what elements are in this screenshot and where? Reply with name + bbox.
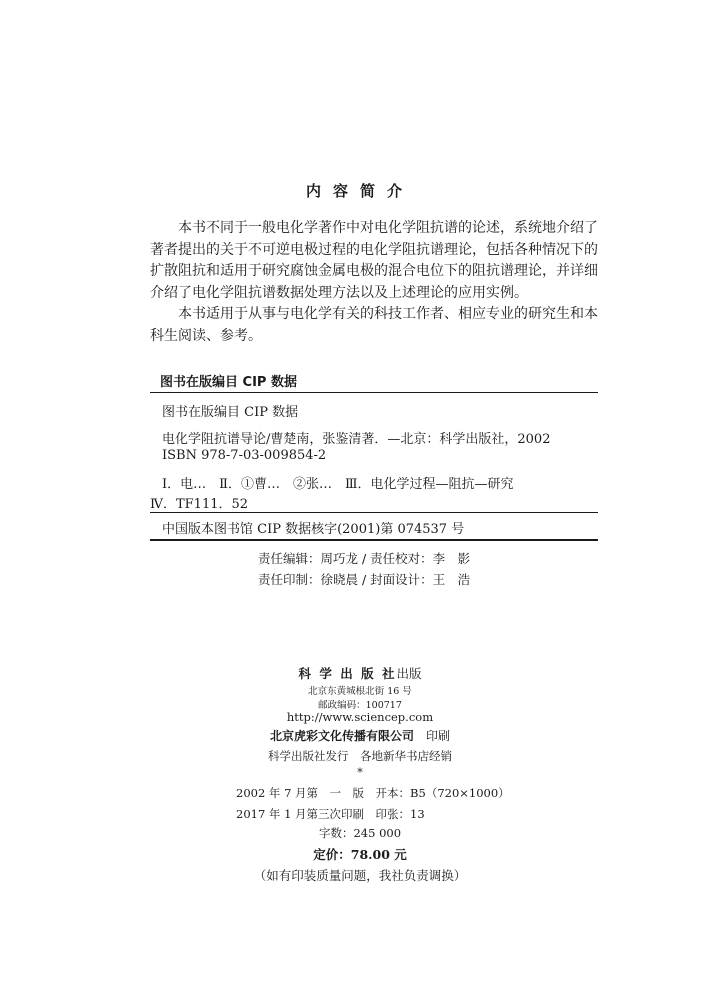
publisher-name — [0, 664, 720, 682]
printer-suffix: 印刷 — [426, 729, 451, 743]
publisher-name-suffix: 出版 — [396, 666, 422, 681]
summary-paragraph-1 — [150, 218, 600, 304]
cip-line-1: 图书在版编目 CIP 数据 — [162, 405, 299, 420]
summary-p1-line-2: 著者提出的关于不可逆电极过程的电化学阻抗谱理论，包括各种情况下的 — [150, 241, 598, 258]
quality-notice: （如有印装质量问题，我社负责调换） — [253, 868, 467, 883]
cip-mid-rule — [150, 512, 598, 513]
cip-header: 图书在版编目 CIP 数据 — [160, 375, 297, 390]
editors-line-2: 责任印制：徐晓晨 / 封面设计：王 浩 — [258, 572, 471, 587]
edition-info: 2002 年 7 月第 一 版 开本：B5（720×1000） — [236, 786, 510, 800]
price: 定价：78.00 元 — [313, 847, 407, 862]
cip-line-5: Ⅳ．TF111．52 — [150, 497, 249, 512]
summary-p1-line-3: 扩散阻抗和适用于研究腐蚀金属电极的混合电位下的阻抗谱理论，并详细 — [150, 263, 598, 279]
publisher-name-text: 科 学 出 版 社 — [298, 666, 397, 681]
distribution: 科学出版社发行 各地新华书店经销 — [268, 749, 452, 763]
cip-bottom-rule — [150, 539, 598, 541]
cip-top-rule — [150, 392, 598, 393]
summary-p1-line-1: 本书不同于一般电化学著作中对电化学阻抗谱的论述，系统地介绍了 — [178, 220, 598, 236]
cip-line-3: ISBN 978-7-03-009854-2 — [162, 448, 327, 463]
word-count: 字数：245 000 — [318, 826, 402, 840]
summary-p2-line-1: 本书适用于从事与电化学有关的科技工作者、相应专业的研究生和本 — [178, 306, 598, 322]
printer-name: 北京虎彩文化传播有限公司 — [269, 729, 414, 743]
summary-paragraph-2 — [150, 304, 600, 347]
cip-line-6: 中国版本图书馆 CIP 数据核字(2001)第 074537 号 — [162, 522, 465, 537]
publisher-url: http://www.sciencep.com — [286, 710, 434, 724]
publisher-postcode: 邮政编码：100717 — [318, 700, 402, 711]
cip-line-2: 电化学阻抗谱导论/曹楚南，张鉴清著．—北京：科学出版社，2002 — [162, 432, 551, 447]
printer — [0, 727, 720, 744]
summary-p1-line-4: 介绍了电化学阻抗谱数据处理方法以及上述理论的应用实例。 — [150, 284, 528, 301]
cip-line-4: Ⅰ．电… Ⅱ．①曹… ②张… Ⅲ．电化学过程—阻抗—研究 — [162, 477, 514, 492]
summary-title: 内容简介 — [305, 182, 414, 200]
printing-info: 2017 年 1 月第三次印刷 印张：13 — [236, 807, 425, 821]
separator-star: * — [357, 765, 363, 779]
publisher-address: 北京东黄城根北街 16 号 — [308, 686, 412, 697]
summary-p2-line-2: 科生阅读、参考。 — [150, 327, 262, 344]
editors-line-1: 责任编辑：周巧龙 / 责任校对：李 影 — [258, 551, 471, 566]
